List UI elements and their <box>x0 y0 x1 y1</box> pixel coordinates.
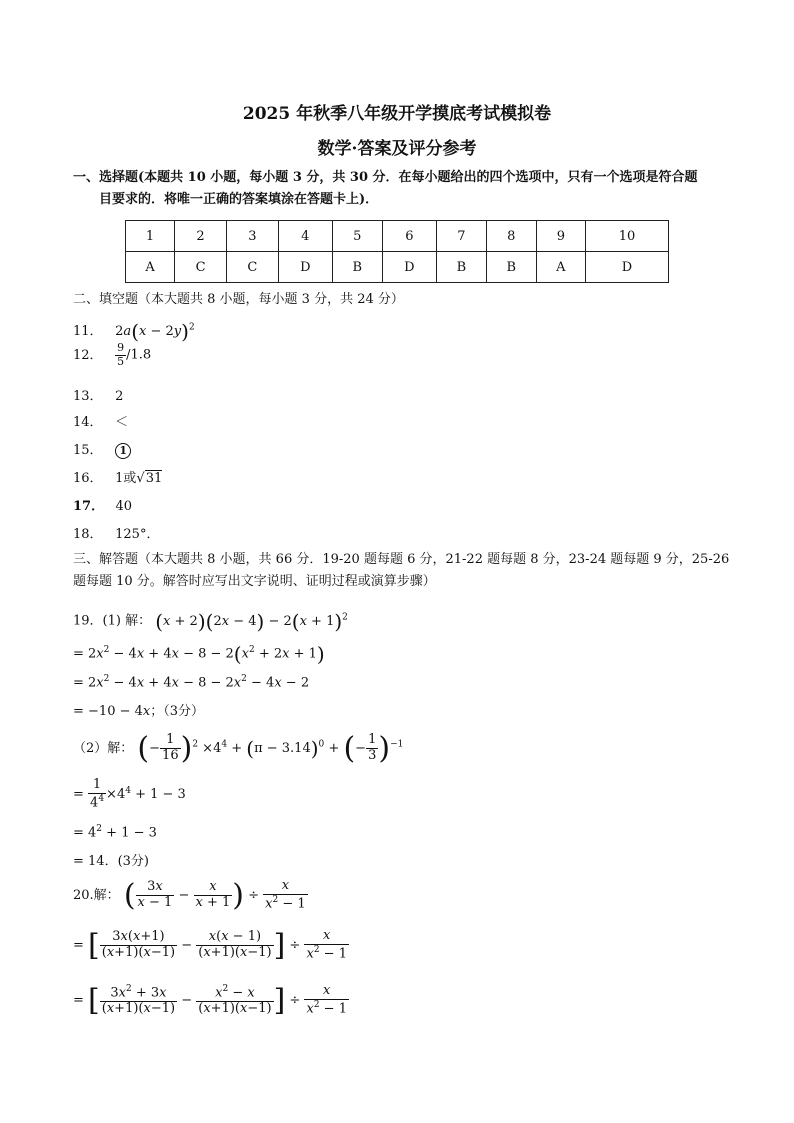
section-1-heading <box>73 167 733 211</box>
table-cell: A <box>536 252 585 283</box>
q19-part2-step-2: = $4^2 + 1 - 3$ <box>73 824 157 841</box>
table-cell: B <box>332 252 382 283</box>
answer-table-answers-row <box>126 252 669 283</box>
q20-step-1: = [ $\frac{3x(x+1)}{(x+1)(x-1)}$ − $\frac{x(x - 1)}{(x+1)(x-1)}$ ] ÷ $\frac{x}{x^2 - 1}$ <box>73 927 347 963</box>
fraction-9-5: $\frac{9}{5}$ <box>117 341 125 368</box>
table-cell: B <box>486 252 536 283</box>
answer-item-15 <box>73 439 131 459</box>
table-cell: B <box>436 252 486 283</box>
answer-item-13 <box>73 385 123 404</box>
answer-table <box>125 220 669 283</box>
item-number: 13． <box>73 389 103 404</box>
table-cell: C <box>226 252 278 283</box>
answer-16-math: 1或√31 <box>115 471 163 486</box>
item-number: 14． <box>73 415 103 430</box>
table-cell: C <box>175 252 227 283</box>
q19-step-2: = $2x^2 - 4x + 4x - 8 - 2x^2 - 4x - 2$ <box>73 674 310 691</box>
q19-label: 19．(1) 解： <box>73 613 152 629</box>
answer-item-11 <box>73 319 195 343</box>
answer-item-17 <box>73 495 132 514</box>
q19-step-3: = −10 − 4x；（3分） <box>73 704 205 719</box>
answer-13-text: 2 <box>115 389 124 404</box>
item-number: 16． <box>73 471 103 486</box>
answer-table-numbers-row <box>126 221 669 252</box>
q19-line <box>73 609 348 633</box>
q19-expr: $(x + 2)(2x - 4) - 2(x + 1)^2$ <box>155 609 348 633</box>
table-cell: 2 <box>175 221 227 252</box>
answer-item-12: 12． $\frac{9}{5}$ /1.8 <box>73 341 152 368</box>
table-cell: 8 <box>486 221 536 252</box>
table-cell: D <box>382 252 436 283</box>
page-title: 2025 年秋季八年级开学摸底考试模拟卷 <box>242 104 552 124</box>
table-cell: 3 <box>226 221 278 252</box>
section-2-heading: 二、填空题（本大题共 8 小题，每小题 3 分，共 24 分） <box>73 292 404 307</box>
answer-14-text: ＜ <box>115 415 129 430</box>
q19-part2-step-3: = 14．(3分) <box>73 854 149 869</box>
q19-part2-label: （2）解： <box>73 741 134 756</box>
item-number: 11． <box>73 323 103 339</box>
item-number: 17． <box>73 499 105 514</box>
q19-part2-expr: (− $\frac{1}{16}$ )$^2 \times 4^4 + (\pi - 3.14)^0$ + (− $\frac{1}{3}$ )$^{-1}$ <box>137 731 404 766</box>
table-cell: 4 <box>278 221 332 252</box>
table-cell: 1 <box>126 221 175 252</box>
answer-17-text: 40 <box>115 499 133 514</box>
section-3-line-2: 题每题 10 分。解答时应写出文字说明、证明过程或演算步骤） <box>73 574 436 589</box>
table-cell: 6 <box>382 221 436 252</box>
section-3-heading <box>73 549 733 593</box>
page-subtitle: 数学·答案及评分参考 <box>317 139 477 159</box>
answer-18-text: 125°． <box>115 527 160 542</box>
item-number: 15． <box>73 443 103 458</box>
table-cell: 5 <box>332 221 382 252</box>
table-cell: 10 <box>585 221 668 252</box>
q20-line: 20.解： ( $\frac{3x}{x - 1}$ − $\frac{x}{x + 1}$ ) ÷ $\frac{x}{x^2 - 1}$ <box>73 877 306 913</box>
q20-label: 20.解： <box>73 888 120 903</box>
table-cell: D <box>585 252 668 283</box>
table-cell: 7 <box>436 221 486 252</box>
q20-step-2: = [ $\frac{3x^2 + 3x}{(x+1)(x-1)}$ − $\frac{x^2 - x}{(x+1)(x-1)}$ ] ÷ $\frac{x}{x^2 - 1}$ <box>73 982 347 1018</box>
item-number: 12． <box>73 347 103 363</box>
q19-part2-step-1: = $\frac{1}{4^4}$ $\times 4^4 + 1 - 3$ <box>73 777 186 811</box>
table-cell: A <box>126 252 175 283</box>
section-3-line-1: 三、解答题（本大题共 8 小题，共 66 分．19-20 题每题 6 分，21-22 题每题 8 分，23-24 题每题 9 分，25-26 <box>73 552 730 567</box>
circled-one-icon: 1 <box>115 443 131 459</box>
table-cell: 9 <box>536 221 585 252</box>
q19-part2-line <box>73 731 403 766</box>
section-1-line-2: 目要求的．将唯一正确的答案填涂在答题卡上)． <box>99 192 379 207</box>
q19-step-1: = $2x^2 - 4x + 4x - 8 - 2(x^2 + 2x + 1)$ <box>73 642 325 666</box>
answer-item-14 <box>73 411 128 430</box>
answer-item-18 <box>73 523 159 542</box>
table-cell: D <box>278 252 332 283</box>
section-1-line-1: 一、选择题(本题共 10 小题，每小题 3 分，共 30 分．在每小题给出的四个选项中，只有一个选项是符合题 <box>73 170 698 185</box>
item-number: 18． <box>73 527 103 542</box>
answer-item-16 <box>73 467 162 486</box>
answer-11-math: $2a(x - 2y)^2$ <box>115 319 195 343</box>
